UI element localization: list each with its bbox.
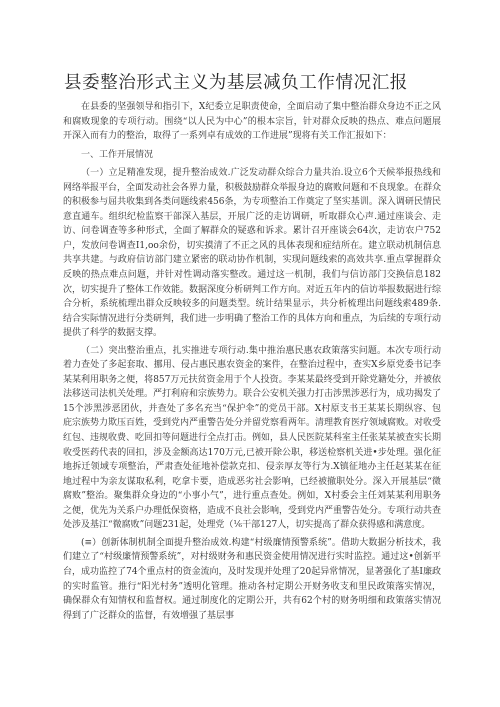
- document-title: 县委整治形式主义为基层减负工作情况汇报: [64, 73, 408, 93]
- body-paragraph-3: (≡）创新体制机制全面提升整治成效.构建“村级廉情预警系统”。借助大数据分析技术，我们建立了“村级廉情预警系统”，对村级财务和惠民资金使用情况进行实时监控。通过这•创新平台，成功监控了74个重点村的资金流向，及时发现并处理了20起异常情况，显著强化了基I廉政的实时监管。推行“阳光村务”透明化管理。推动各村定期公开财务收支和里民政策落实情况，确保群众有知情权和监督权。通过制度化的定期公开，共有62个村的财务明细和政策落实情况得到了广泛群众的监督，有效增强了基层事: [63, 537, 441, 621]
- body-paragraph-1: （一）立足精准发现，提升整治成效.广泛发动群众综合力量共治.设立6个天候举报热线和网络举报平台，全面发动社会各界力量，积极鼓励群众举报身边的腐败问题和不良现象。在群众的积极参与屈共收集到各类问题线索456条，为专项整治工作奠定了坚实基训。深入调研民情民意直通车。组织纪检监察干部深入基层，开展广泛的走访调研，听取群众心声.通过座谈会、走访、问卷调查等多种形式，全面了解群众的疑惑和诉求。累计召开座谈会64次，走访农户752户，发放问卷调查I1,oo余份，切实摸清了不正之风的具体表现和症结所在。建立联动机制信息共享共建。与政府信访部门建立紧密的联动协作机制，实现问题线索的高效共享.重点掌握群众反映的热点难点问题，并针对性调动落实整改。通过这一机制，我们与信访部门交换信息182次，切实提升了整体工作效能。数据深度分析研判工作方向。对近五年内的信访举报数据进行综合分析，系统梳理出群众反映较多的问题类型。统计结果显示，共分析梳理出问题线索489条.结合实际情况进行分类研判，我们进一步明确了整治工作的具体方向和重点，为后续的专项行动提供了科学的数据支撑。: [63, 168, 442, 339]
- intro-paragraph: 在县委的坚强领导和指引下，X纪委立足职责使命，全面启动了集中整治群众身边不正之风和腐败现象的专项行动。围绕“以人民为中心”的根本宗旨，针对群众反映的热点、难点问题展开深入而有力的整治，取得了一系列卓有成效的工作进展”现将有关工作汇报如下：: [63, 102, 441, 142]
- document-body: [63, 100, 441, 626]
- section-heading: 一、工作开展情况: [81, 149, 154, 160]
- body-paragraph-2: （二）突出整治重点，扎实推进专项行动.集中推治惠民惠农政策落实问题。本次专项行动着力查处了多起套取、挪用、侵占惠民惠农资金的案件，在整治过程中，查实X乡原党委书记李某某利用职务之便，将857万元扶贫资金用于个人投资。李某某最终受到开除党籍处分，并被依法移送司法机关处理。严打利府和宗族势力。联合公安机关强力打击涉黑涉恶行为，成功揭发了15个涉黑涉恶团伙，并查处了多名充当“保护伞”的党员干部。X村原支书王某某长期纵容、包庇宗族势力欺压百姓，受到党内严重警告处分并留党察看两年。清理教育医疗领域腐败。对收受红包、违规收费、吃回扣等问题进行全点打击。例如，县人民医院某科室主任张某某被查实长期收受医药代表的回扣，涉及金额高达170万元,已被开除公职，移送检察机关进•步处理。强化征地拆迁领域专项整治，严肃查处征地补偿款克扣、侵亲厚友等行为.X镇征地办主任赵某某在征地过程中为亲友谋取私利，吃拿卡要，造成恶劣社会影响，已经被撤职处分。深入开展基层“微腐败”整治。聚集群众身边的“小事小气”，进行重点查处。例如，X村委会主任刘某某利用职务之便，优先为关系户办理低保资格，造成不良社会影响，受到党内严重警告处分。专项行动共查处涉及基江“微腐败”问题231起，处理党（⅙干部127人，切实提高了群众获得感和满意度。: [63, 345, 442, 531]
